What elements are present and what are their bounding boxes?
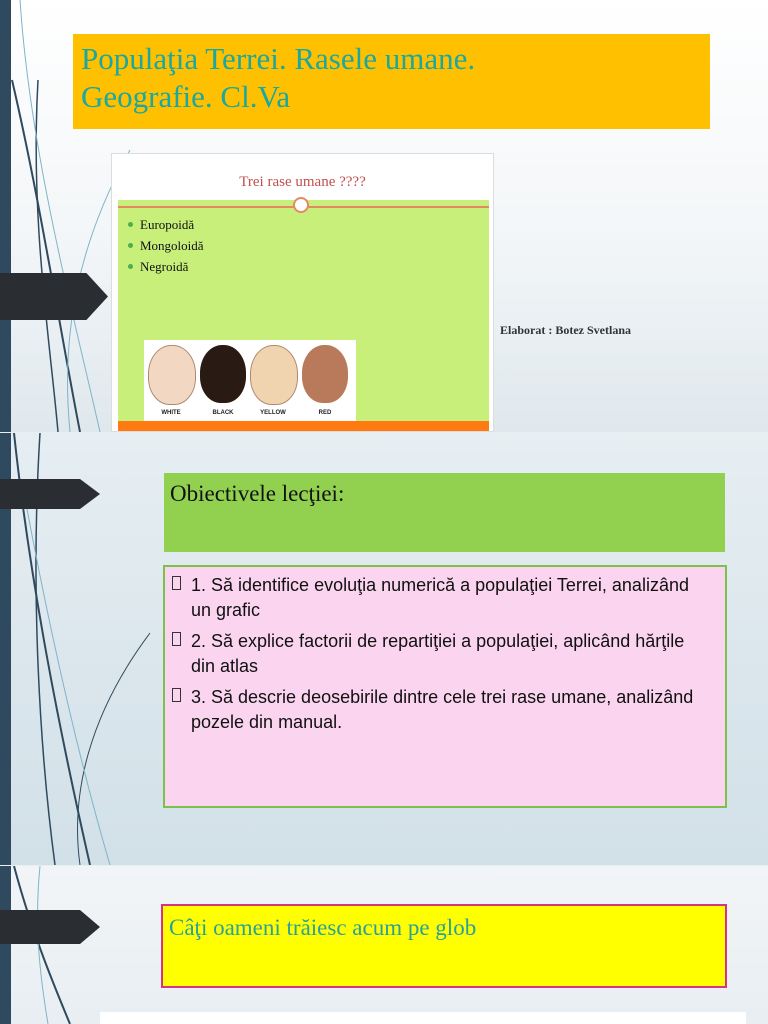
bullet-box-icon <box>172 688 181 702</box>
white-face-image <box>148 345 196 405</box>
objectives-header <box>164 473 725 552</box>
objectives-title: Obiectivele lecţiei: <box>170 481 345 506</box>
races-thumbnail <box>111 153 494 432</box>
races-list <box>126 214 204 277</box>
question-banner <box>161 904 727 988</box>
bullet-box-icon <box>172 632 181 646</box>
list-item <box>171 573 711 623</box>
title-banner <box>73 34 710 129</box>
decorative-swoosh <box>0 866 140 1024</box>
black-face-image <box>200 345 246 403</box>
thumbnail-title: Trei rase umane ???? <box>239 174 366 190</box>
objective-text: 3. Să descrie deosebirile dintre cele trei rase umane, analizând pozele din manual. <box>191 687 694 732</box>
face-label: BLACK <box>212 410 234 416</box>
face-label: RED <box>318 410 332 416</box>
page-title: Populaţia Terrei. Rasele umane. Geografie. Cl.Va <box>81 41 476 114</box>
bullet-box-icon <box>172 576 181 590</box>
yellow-face-image <box>250 345 298 405</box>
list-item: Mongoloidă <box>126 235 204 256</box>
list-item <box>171 685 711 735</box>
objective-text: 1. Să identifice evoluţia numerică a populaţiei Terrei, analizând un grafic <box>191 575 689 620</box>
slide-marker-arrow <box>0 910 100 944</box>
list-item: Negroidă <box>126 256 204 277</box>
red-face-image <box>302 345 348 403</box>
objective-text: 2. Să explice factorii de repartiţiei a populaţiei, aplicând hărţile din atlas <box>191 631 685 676</box>
thumbnail-footer-bar <box>118 421 489 431</box>
slide-marker-arrow <box>0 479 100 509</box>
objectives-list <box>171 573 711 741</box>
list-item: Europoidă <box>126 214 204 235</box>
slide-1 <box>0 0 768 432</box>
slide-3 <box>0 866 768 1024</box>
slide-2 <box>0 433 768 865</box>
slide-marker-arrow <box>0 273 108 320</box>
objectives-box <box>163 565 727 808</box>
faces-image <box>144 340 356 426</box>
author-credit: Elaborat : Botez Svetlana <box>500 323 631 337</box>
content-panel <box>100 1012 746 1024</box>
face-label: WHITE <box>161 410 181 416</box>
circle-ornament-icon <box>293 197 309 213</box>
thumbnail-body <box>118 200 489 432</box>
list-item <box>171 629 711 679</box>
question-text: Câţi oameni trăiesc acum pe glob <box>169 915 477 940</box>
face-label: YELLOW <box>260 410 286 416</box>
